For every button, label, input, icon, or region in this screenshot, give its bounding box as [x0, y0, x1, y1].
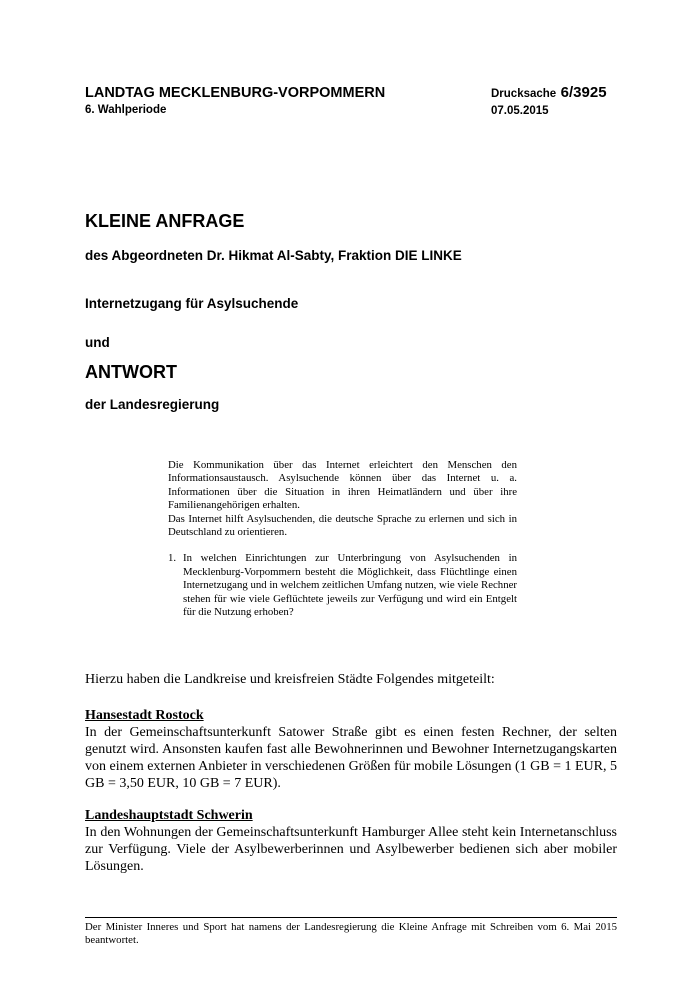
question-preamble-2: Das Internet hilft Asylsuchenden, die deutsche Sprache zu erlernen und sich in Deutschland zu orientieren.: [168, 512, 517, 539]
question-block: [168, 459, 517, 619]
electoral-period: 6. Wahlperiode: [85, 104, 167, 116]
subject-heading: Internetzugang für Asylsuchende: [85, 296, 299, 311]
question-item-text: In welchen Einrichtungen zur Unterbringung von Asylsuchenden in Mecklenburg-Vorpommern besteht die Möglichkeit, dass Flüchtlinge einen Internetzugang und in welchem zeitlichen Umfang nutzen, wie viele Rechner stehen für wie viele Geflüchtete jeweils zur Verfügung und wird ein Entgelt für die Nutzung erhoben?: [183, 552, 517, 619]
parliament-title: LANDTAG MECKLENBURG-VORPOMMERN: [85, 85, 386, 101]
section-heading-schwerin: Landeshauptstadt Schwerin: [85, 808, 253, 823]
section-heading-rostock: Hansestadt Rostock: [85, 708, 204, 723]
question-preamble-1: Die Kommunikation über das Internet erleichtert den Menschen den Informationsaustausch. Asylsuchende können über das Internet u. a. Informationen über die Situation in ihren Heimatländern und über ihre Familienangehörigen erhalten.: [168, 459, 517, 512]
questioner-line: des Abgeordneten Dr. Hikmat Al-Sabty, Fraktion DIE LINKE: [85, 248, 462, 263]
drucksache-label: Drucksache: [491, 88, 557, 100]
document-date: 07.05.2015: [491, 105, 549, 117]
question-item: [168, 552, 517, 619]
drucksache-number: 6/3925: [560, 84, 607, 101]
document-header-left: [85, 84, 385, 117]
landesregierung-heading: der Landesregierung: [85, 397, 220, 412]
section-text-rostock: In der Gemeinschaftsunterkunft Satower Straße gibt es einen festen Rechner, der selten genutzt wird. Ansonsten kaufen fast alle Bewohnerinnen und Bewohner Internetzugangskarten von einem externen Anbieter in verschiedenen Größen für mobile Lösungen (1 GB = 1 EUR, 5 GB = 3,50 EUR, 10 GB = 7 EUR).: [85, 725, 617, 791]
drucksache-line: [491, 84, 607, 103]
und-heading: und: [85, 335, 110, 350]
footnote-divider: [85, 917, 617, 918]
kleine-anfrage-heading: KLEINE ANFRAGE: [85, 211, 245, 231]
answer-intro: Hierzu haben die Landkreise und kreisfreien Städte Folgendes mitgeteilt:: [85, 672, 495, 687]
section-text-schwerin: In den Wohnungen der Gemeinschaftsunterkunft Hamburger Allee steht kein Internetanschluss zur Verfügung. Viele der Asylbewerberinnen und Asylbewerber bedienen sich aber mobiler Lösungen.: [85, 825, 617, 874]
antwort-heading: ANTWORT: [85, 362, 177, 382]
answer-block: [85, 671, 617, 875]
footnote: Der Minister Inneres und Sport hat namens der Landesregierung die Kleine Anfrage mit Schreiben vom 6. Mai 2015 beantwortet.: [85, 921, 617, 946]
document-header-right: [491, 84, 607, 118]
question-item-number: 1.: [168, 552, 177, 565]
